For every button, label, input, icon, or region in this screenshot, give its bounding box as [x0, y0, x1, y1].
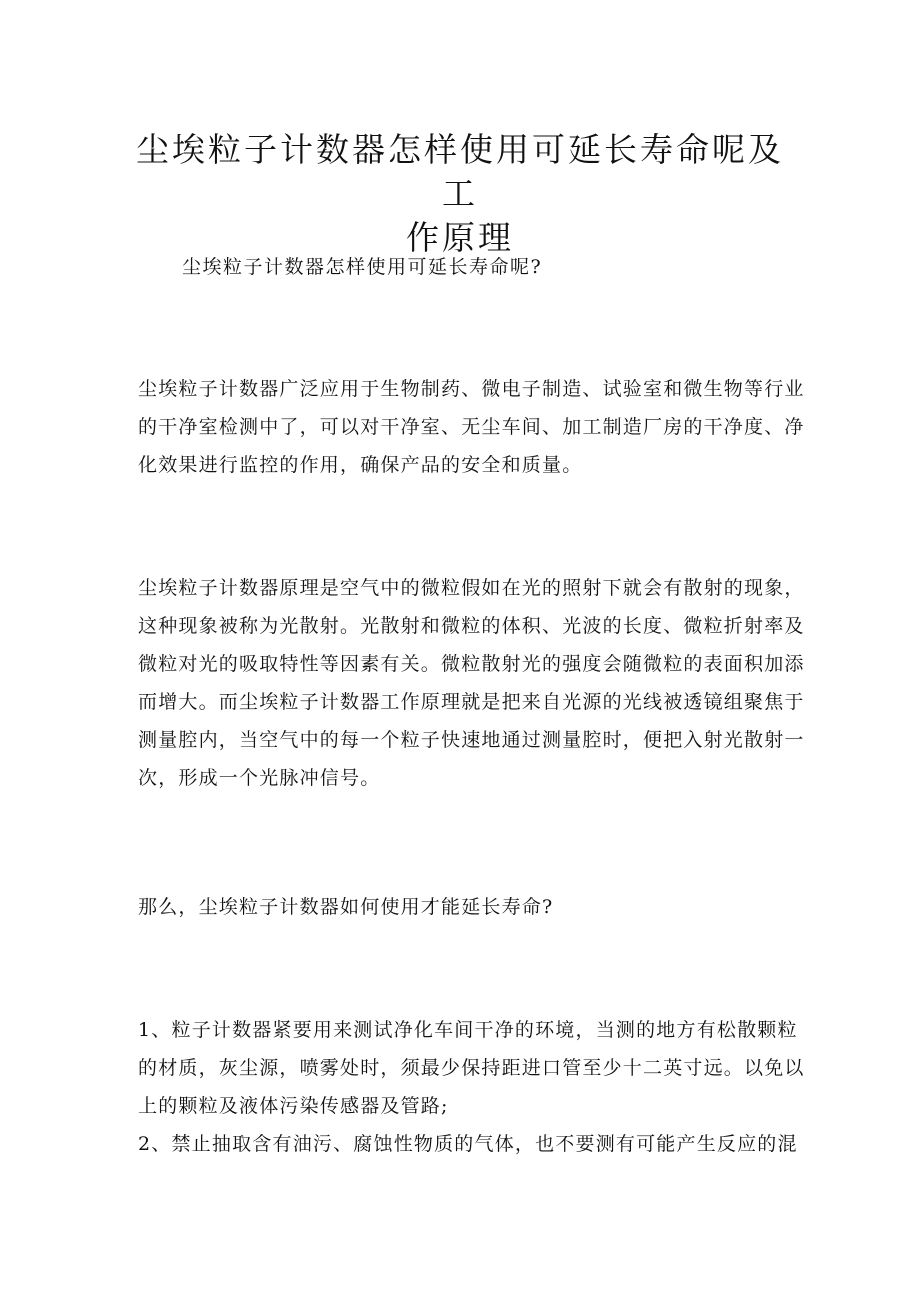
question-paragraph — [138, 888, 798, 926]
paragraph-line: 次，形成一个光脉冲信号。 — [138, 767, 381, 789]
document-subtitle: 尘埃粒子计数器怎样使用可延长寿命呢? — [182, 256, 543, 278]
paragraph-line: 这种现象被称为光散射。光散射和微粒的体积、光波的长度、微粒折射率及 — [138, 615, 805, 637]
tips-paragraph — [138, 1011, 805, 1163]
paragraph-line: 微粒对光的吸取特性等因素有关。微粒散射光的强度会随微粒的表面积加添 — [138, 653, 805, 675]
paragraph-line: 上的颗粒及液体污染传感器及管路; — [138, 1095, 449, 1117]
paragraph-line: 的干净室检测中了，可以对干净室、无尘车间、加工制造厂房的干净度、净 — [138, 416, 805, 438]
paragraph-line: 而增大。而尘埃粒子计数器工作原理就是把来自光源的光线被透镜组聚焦于 — [138, 691, 805, 713]
paragraph-line: 1、粒子计数器紧要用来测试净化车间干净的环境，当测的地方有松散颗粒 — [138, 1019, 798, 1041]
paragraph-line: 测量腔内，当空气中的每一个粒子快速地通过测量腔时，便把入射光散射一 — [138, 729, 805, 751]
intro-paragraph — [138, 370, 805, 484]
title-line-2: 作原理 — [406, 218, 514, 257]
title-line-1: 尘埃粒子计数器怎样使用可延长寿命呢及工 — [136, 130, 784, 213]
paragraph-line: 尘埃粒子计数器原理是空气中的微粒假如在光的照射下就会有散射的现象， — [138, 577, 805, 599]
paragraph-line: 化效果进行监控的作用，确保产品的安全和质量。 — [138, 454, 583, 476]
paragraph-line: 尘埃粒子计数器广泛应用于生物制药、微电子制造、试验室和微生物等行业 — [138, 378, 805, 400]
principle-paragraph — [138, 569, 805, 797]
paragraph-line: 那么，尘埃粒子计数器如何使用才能延长寿命? — [138, 896, 554, 918]
paragraph-line: 2、禁止抽取含有油污、腐蚀性物质的气体，也不要测有可能产生反应的混 — [138, 1133, 798, 1155]
paragraph-line: 的材质，灰尘源，喷雾处时，须最少保持距进口管至少十二英寸远。以免以 — [138, 1057, 805, 1079]
document-title — [130, 128, 790, 260]
